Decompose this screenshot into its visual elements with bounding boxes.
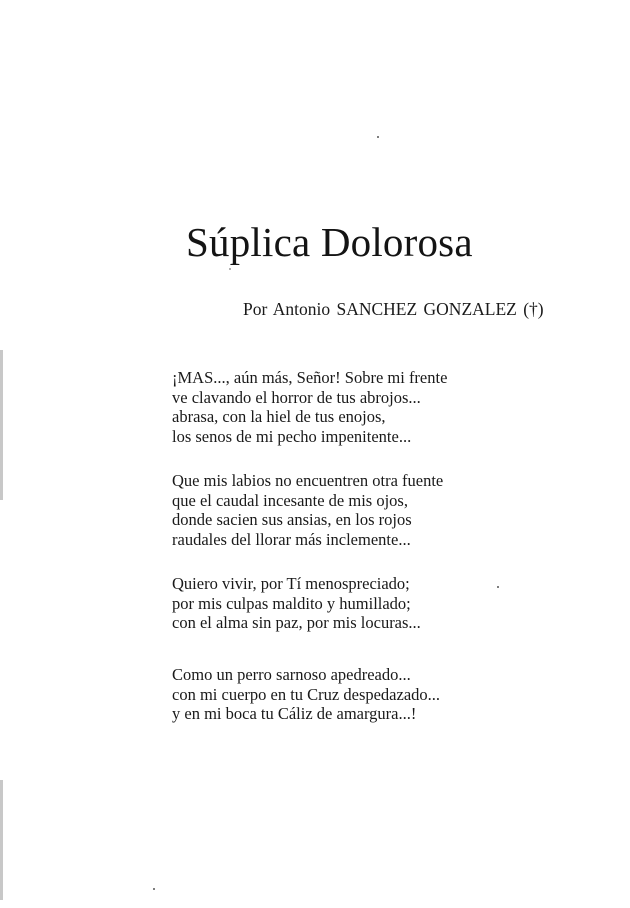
verse-line: raudales del llorar más inclemente... bbox=[172, 529, 411, 549]
verse-line: con el alma sin paz, por mis locuras... bbox=[172, 613, 421, 632]
stanza-1 bbox=[172, 368, 447, 446]
stanza-4 bbox=[172, 665, 440, 724]
verse-line: Quiero vivir, por Tí menospreciado; bbox=[172, 574, 410, 593]
scan-speck bbox=[153, 888, 155, 890]
scan-speck bbox=[229, 268, 231, 270]
verse-line: ve clavando el horror de tus abrojos... bbox=[172, 387, 421, 407]
poem-title: Súplica Dolorosa bbox=[186, 219, 473, 265]
verse-line: Como un perro sarnoso apedreado... bbox=[172, 665, 411, 684]
verse-line: y en mi boca tu Cáliz de amargura...! bbox=[172, 704, 417, 723]
scan-edge-mark bbox=[0, 780, 3, 900]
stanza-2 bbox=[172, 471, 443, 549]
scan-edge-mark bbox=[0, 350, 3, 500]
verse-line: Que mis labios no encuentren otra fuente bbox=[172, 471, 444, 490]
verse-line: con mi cuerpo en tu Cruz despedazado... bbox=[172, 684, 441, 704]
verse-line: donde sacien sus ansias, en los rojos bbox=[172, 510, 412, 529]
verse-line: abrasa, con la hiel de tus enojos, bbox=[172, 407, 386, 426]
scan-speck bbox=[377, 136, 379, 138]
verse-line: los senos de mi pecho impenitente... bbox=[172, 426, 412, 446]
author-byline: Por Antonio SANCHEZ GONZALEZ (†) bbox=[243, 299, 544, 319]
stanza-3 bbox=[172, 574, 421, 633]
verse-line: por mis culpas maldito y humillado; bbox=[172, 593, 411, 613]
scan-speck bbox=[497, 586, 499, 588]
verse-line: que el caudal incesante de mis ojos, bbox=[172, 490, 408, 510]
verse-line: ¡MAS..., aún más, Señor! Sobre mi frente bbox=[172, 368, 448, 387]
